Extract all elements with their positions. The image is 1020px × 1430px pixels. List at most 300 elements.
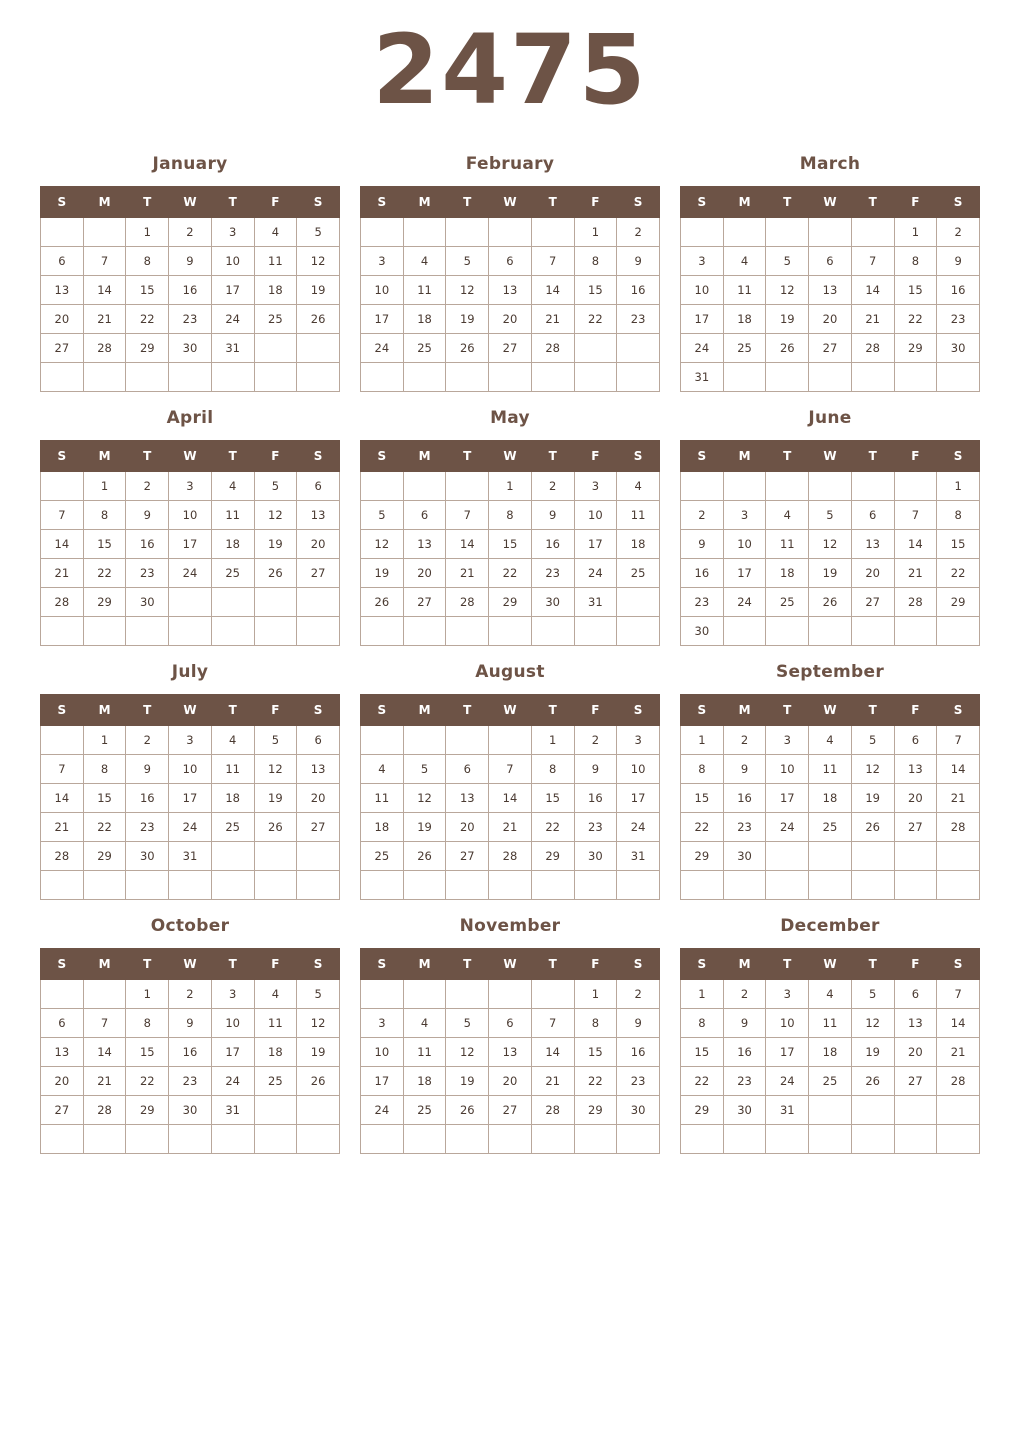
day-cell[interactable]: 15 xyxy=(894,275,937,304)
day-cell[interactable]: 23 xyxy=(126,558,169,587)
day-cell[interactable]: 16 xyxy=(574,783,617,812)
day-cell[interactable]: 12 xyxy=(403,783,446,812)
day-cell[interactable]: 25 xyxy=(361,841,404,870)
day-cell[interactable]: 29 xyxy=(126,333,169,362)
day-cell[interactable]: 6 xyxy=(403,500,446,529)
day-cell[interactable]: 2 xyxy=(126,471,169,500)
day-cell[interactable]: 31 xyxy=(766,1095,809,1124)
day-cell[interactable]: 5 xyxy=(851,979,894,1008)
day-cell[interactable]: 10 xyxy=(211,1008,254,1037)
day-cell[interactable]: 11 xyxy=(766,529,809,558)
day-cell[interactable]: 29 xyxy=(574,1095,617,1124)
day-cell[interactable]: 17 xyxy=(361,304,404,333)
day-cell[interactable]: 24 xyxy=(211,1066,254,1095)
day-cell[interactable]: 6 xyxy=(809,246,852,275)
day-cell[interactable]: 29 xyxy=(489,587,532,616)
day-cell[interactable]: 8 xyxy=(681,754,724,783)
day-cell[interactable]: 19 xyxy=(851,783,894,812)
day-cell[interactable]: 16 xyxy=(531,529,574,558)
day-cell[interactable]: 11 xyxy=(361,783,404,812)
day-cell[interactable]: 8 xyxy=(126,1008,169,1037)
day-cell[interactable]: 19 xyxy=(297,1037,340,1066)
day-cell[interactable]: 8 xyxy=(937,500,980,529)
day-cell[interactable]: 4 xyxy=(211,471,254,500)
day-cell[interactable]: 4 xyxy=(403,1008,446,1037)
day-cell[interactable]: 17 xyxy=(361,1066,404,1095)
day-cell[interactable]: 13 xyxy=(851,529,894,558)
day-cell[interactable]: 8 xyxy=(574,1008,617,1037)
day-cell[interactable]: 3 xyxy=(766,725,809,754)
day-cell[interactable]: 27 xyxy=(41,1095,84,1124)
day-cell[interactable]: 25 xyxy=(809,812,852,841)
day-cell[interactable]: 17 xyxy=(681,304,724,333)
day-cell[interactable]: 17 xyxy=(169,783,212,812)
day-cell[interactable]: 14 xyxy=(851,275,894,304)
day-cell[interactable]: 6 xyxy=(297,725,340,754)
day-cell[interactable]: 15 xyxy=(937,529,980,558)
day-cell[interactable]: 19 xyxy=(403,812,446,841)
day-cell[interactable]: 12 xyxy=(297,246,340,275)
day-cell[interactable]: 22 xyxy=(83,558,126,587)
day-cell[interactable]: 5 xyxy=(403,754,446,783)
day-cell[interactable]: 15 xyxy=(489,529,532,558)
day-cell[interactable]: 21 xyxy=(531,1066,574,1095)
day-cell[interactable]: 14 xyxy=(937,1008,980,1037)
day-cell[interactable]: 19 xyxy=(809,558,852,587)
day-cell[interactable]: 26 xyxy=(851,1066,894,1095)
day-cell[interactable]: 3 xyxy=(211,217,254,246)
day-cell[interactable]: 23 xyxy=(617,1066,660,1095)
day-cell[interactable]: 21 xyxy=(531,304,574,333)
day-cell[interactable]: 12 xyxy=(809,529,852,558)
day-cell[interactable]: 11 xyxy=(254,1008,297,1037)
day-cell[interactable]: 28 xyxy=(41,587,84,616)
day-cell[interactable]: 2 xyxy=(126,725,169,754)
day-cell[interactable]: 21 xyxy=(489,812,532,841)
day-cell[interactable]: 3 xyxy=(617,725,660,754)
day-cell[interactable]: 13 xyxy=(894,1008,937,1037)
day-cell[interactable]: 5 xyxy=(851,725,894,754)
day-cell[interactable]: 13 xyxy=(297,754,340,783)
day-cell[interactable]: 20 xyxy=(489,1066,532,1095)
day-cell[interactable]: 11 xyxy=(723,275,766,304)
day-cell[interactable]: 31 xyxy=(617,841,660,870)
day-cell[interactable]: 12 xyxy=(297,1008,340,1037)
day-cell[interactable]: 1 xyxy=(83,471,126,500)
day-cell[interactable]: 10 xyxy=(766,754,809,783)
day-cell[interactable]: 11 xyxy=(617,500,660,529)
day-cell[interactable]: 10 xyxy=(574,500,617,529)
day-cell[interactable]: 14 xyxy=(446,529,489,558)
day-cell[interactable]: 28 xyxy=(531,333,574,362)
day-cell[interactable]: 17 xyxy=(211,1037,254,1066)
day-cell[interactable]: 2 xyxy=(937,217,980,246)
day-cell[interactable]: 28 xyxy=(851,333,894,362)
day-cell[interactable]: 20 xyxy=(446,812,489,841)
day-cell[interactable]: 12 xyxy=(851,1008,894,1037)
day-cell[interactable]: 28 xyxy=(937,812,980,841)
day-cell[interactable]: 2 xyxy=(531,471,574,500)
day-cell[interactable]: 12 xyxy=(766,275,809,304)
day-cell[interactable]: 4 xyxy=(361,754,404,783)
day-cell[interactable]: 10 xyxy=(617,754,660,783)
day-cell[interactable]: 22 xyxy=(937,558,980,587)
day-cell[interactable]: 16 xyxy=(617,1037,660,1066)
day-cell[interactable]: 5 xyxy=(297,217,340,246)
day-cell[interactable]: 21 xyxy=(41,558,84,587)
day-cell[interactable]: 4 xyxy=(723,246,766,275)
day-cell[interactable]: 6 xyxy=(851,500,894,529)
day-cell[interactable]: 28 xyxy=(531,1095,574,1124)
day-cell[interactable]: 13 xyxy=(41,275,84,304)
day-cell[interactable]: 26 xyxy=(403,841,446,870)
day-cell[interactable]: 14 xyxy=(83,1037,126,1066)
day-cell[interactable]: 15 xyxy=(83,783,126,812)
day-cell[interactable]: 4 xyxy=(617,471,660,500)
day-cell[interactable]: 14 xyxy=(41,783,84,812)
day-cell[interactable]: 15 xyxy=(83,529,126,558)
day-cell[interactable]: 9 xyxy=(126,754,169,783)
day-cell[interactable]: 21 xyxy=(937,783,980,812)
day-cell[interactable]: 12 xyxy=(851,754,894,783)
day-cell[interactable]: 31 xyxy=(169,841,212,870)
day-cell[interactable]: 24 xyxy=(169,812,212,841)
day-cell[interactable]: 23 xyxy=(531,558,574,587)
day-cell[interactable]: 16 xyxy=(617,275,660,304)
day-cell[interactable]: 8 xyxy=(83,754,126,783)
day-cell[interactable]: 11 xyxy=(403,1037,446,1066)
day-cell[interactable]: 18 xyxy=(361,812,404,841)
day-cell[interactable]: 12 xyxy=(254,754,297,783)
day-cell[interactable]: 7 xyxy=(489,754,532,783)
day-cell[interactable]: 30 xyxy=(723,1095,766,1124)
day-cell[interactable]: 23 xyxy=(937,304,980,333)
day-cell[interactable]: 22 xyxy=(574,304,617,333)
day-cell[interactable]: 21 xyxy=(83,1066,126,1095)
day-cell[interactable]: 19 xyxy=(254,783,297,812)
day-cell[interactable]: 12 xyxy=(446,1037,489,1066)
day-cell[interactable]: 1 xyxy=(681,979,724,1008)
day-cell[interactable]: 30 xyxy=(169,333,212,362)
day-cell[interactable]: 24 xyxy=(766,812,809,841)
day-cell[interactable]: 25 xyxy=(403,1095,446,1124)
day-cell[interactable]: 5 xyxy=(446,1008,489,1037)
day-cell[interactable]: 24 xyxy=(766,1066,809,1095)
day-cell[interactable]: 13 xyxy=(41,1037,84,1066)
day-cell[interactable]: 7 xyxy=(937,725,980,754)
day-cell[interactable]: 25 xyxy=(723,333,766,362)
day-cell[interactable]: 10 xyxy=(766,1008,809,1037)
day-cell[interactable]: 14 xyxy=(531,1037,574,1066)
day-cell[interactable]: 25 xyxy=(254,304,297,333)
day-cell[interactable]: 23 xyxy=(169,1066,212,1095)
day-cell[interactable]: 16 xyxy=(937,275,980,304)
day-cell[interactable]: 21 xyxy=(894,558,937,587)
day-cell[interactable]: 9 xyxy=(723,1008,766,1037)
day-cell[interactable]: 24 xyxy=(169,558,212,587)
day-cell[interactable]: 2 xyxy=(723,725,766,754)
day-cell[interactable]: 27 xyxy=(809,333,852,362)
day-cell[interactable]: 27 xyxy=(297,812,340,841)
day-cell[interactable]: 3 xyxy=(169,725,212,754)
day-cell[interactable]: 8 xyxy=(574,246,617,275)
day-cell[interactable]: 7 xyxy=(83,1008,126,1037)
day-cell[interactable]: 10 xyxy=(169,754,212,783)
day-cell[interactable]: 15 xyxy=(681,783,724,812)
day-cell[interactable]: 5 xyxy=(297,979,340,1008)
day-cell[interactable]: 24 xyxy=(211,304,254,333)
day-cell[interactable]: 23 xyxy=(169,304,212,333)
day-cell[interactable]: 13 xyxy=(489,275,532,304)
day-cell[interactable]: 24 xyxy=(574,558,617,587)
day-cell[interactable]: 30 xyxy=(937,333,980,362)
day-cell[interactable]: 19 xyxy=(446,1066,489,1095)
day-cell[interactable]: 17 xyxy=(574,529,617,558)
day-cell[interactable]: 19 xyxy=(361,558,404,587)
day-cell[interactable]: 1 xyxy=(489,471,532,500)
day-cell[interactable]: 7 xyxy=(894,500,937,529)
day-cell[interactable]: 3 xyxy=(681,246,724,275)
day-cell[interactable]: 25 xyxy=(211,812,254,841)
day-cell[interactable]: 10 xyxy=(681,275,724,304)
day-cell[interactable]: 21 xyxy=(446,558,489,587)
day-cell[interactable]: 18 xyxy=(766,558,809,587)
day-cell[interactable]: 4 xyxy=(809,979,852,1008)
day-cell[interactable]: 1 xyxy=(83,725,126,754)
day-cell[interactable]: 1 xyxy=(937,471,980,500)
day-cell[interactable]: 15 xyxy=(126,275,169,304)
day-cell[interactable]: 1 xyxy=(894,217,937,246)
day-cell[interactable]: 27 xyxy=(446,841,489,870)
day-cell[interactable]: 17 xyxy=(723,558,766,587)
day-cell[interactable]: 5 xyxy=(254,471,297,500)
day-cell[interactable]: 16 xyxy=(169,275,212,304)
day-cell[interactable]: 5 xyxy=(446,246,489,275)
day-cell[interactable]: 29 xyxy=(83,587,126,616)
day-cell[interactable]: 16 xyxy=(723,1037,766,1066)
day-cell[interactable]: 10 xyxy=(723,529,766,558)
day-cell[interactable]: 19 xyxy=(851,1037,894,1066)
day-cell[interactable]: 23 xyxy=(617,304,660,333)
day-cell[interactable]: 23 xyxy=(574,812,617,841)
day-cell[interactable]: 2 xyxy=(169,979,212,1008)
day-cell[interactable]: 11 xyxy=(254,246,297,275)
day-cell[interactable]: 2 xyxy=(574,725,617,754)
day-cell[interactable]: 20 xyxy=(851,558,894,587)
day-cell[interactable]: 8 xyxy=(531,754,574,783)
day-cell[interactable]: 30 xyxy=(169,1095,212,1124)
day-cell[interactable]: 20 xyxy=(489,304,532,333)
day-cell[interactable]: 7 xyxy=(531,1008,574,1037)
day-cell[interactable]: 21 xyxy=(937,1037,980,1066)
day-cell[interactable]: 3 xyxy=(169,471,212,500)
day-cell[interactable]: 29 xyxy=(894,333,937,362)
day-cell[interactable]: 16 xyxy=(126,529,169,558)
day-cell[interactable]: 9 xyxy=(126,500,169,529)
day-cell[interactable]: 7 xyxy=(937,979,980,1008)
day-cell[interactable]: 27 xyxy=(41,333,84,362)
day-cell[interactable]: 14 xyxy=(83,275,126,304)
day-cell[interactable]: 18 xyxy=(723,304,766,333)
day-cell[interactable]: 31 xyxy=(681,362,724,391)
day-cell[interactable]: 28 xyxy=(489,841,532,870)
day-cell[interactable]: 6 xyxy=(41,246,84,275)
day-cell[interactable]: 28 xyxy=(83,333,126,362)
day-cell[interactable]: 3 xyxy=(574,471,617,500)
day-cell[interactable]: 24 xyxy=(723,587,766,616)
day-cell[interactable]: 18 xyxy=(617,529,660,558)
day-cell[interactable]: 29 xyxy=(83,841,126,870)
day-cell[interactable]: 17 xyxy=(617,783,660,812)
day-cell[interactable]: 28 xyxy=(937,1066,980,1095)
day-cell[interactable]: 25 xyxy=(766,587,809,616)
day-cell[interactable]: 14 xyxy=(41,529,84,558)
day-cell[interactable]: 20 xyxy=(894,1037,937,1066)
day-cell[interactable]: 12 xyxy=(254,500,297,529)
day-cell[interactable]: 9 xyxy=(574,754,617,783)
day-cell[interactable]: 10 xyxy=(169,500,212,529)
day-cell[interactable]: 22 xyxy=(126,304,169,333)
day-cell[interactable]: 30 xyxy=(126,587,169,616)
day-cell[interactable]: 17 xyxy=(169,529,212,558)
day-cell[interactable]: 30 xyxy=(126,841,169,870)
day-cell[interactable]: 19 xyxy=(766,304,809,333)
day-cell[interactable]: 6 xyxy=(41,1008,84,1037)
day-cell[interactable]: 14 xyxy=(531,275,574,304)
day-cell[interactable]: 14 xyxy=(894,529,937,558)
day-cell[interactable]: 20 xyxy=(41,304,84,333)
day-cell[interactable]: 26 xyxy=(446,1095,489,1124)
day-cell[interactable]: 11 xyxy=(211,500,254,529)
day-cell[interactable]: 1 xyxy=(681,725,724,754)
day-cell[interactable]: 9 xyxy=(937,246,980,275)
day-cell[interactable]: 18 xyxy=(809,783,852,812)
day-cell[interactable]: 9 xyxy=(169,246,212,275)
day-cell[interactable]: 23 xyxy=(723,1066,766,1095)
day-cell[interactable]: 23 xyxy=(723,812,766,841)
day-cell[interactable]: 8 xyxy=(126,246,169,275)
day-cell[interactable]: 2 xyxy=(681,500,724,529)
day-cell[interactable]: 4 xyxy=(254,217,297,246)
day-cell[interactable]: 19 xyxy=(297,275,340,304)
day-cell[interactable]: 9 xyxy=(681,529,724,558)
day-cell[interactable]: 11 xyxy=(403,275,446,304)
day-cell[interactable]: 27 xyxy=(489,1095,532,1124)
day-cell[interactable]: 22 xyxy=(489,558,532,587)
day-cell[interactable]: 18 xyxy=(211,783,254,812)
day-cell[interactable]: 2 xyxy=(617,217,660,246)
day-cell[interactable]: 13 xyxy=(894,754,937,783)
day-cell[interactable]: 3 xyxy=(361,246,404,275)
day-cell[interactable]: 16 xyxy=(723,783,766,812)
day-cell[interactable]: 29 xyxy=(126,1095,169,1124)
day-cell[interactable]: 17 xyxy=(211,275,254,304)
day-cell[interactable]: 1 xyxy=(531,725,574,754)
day-cell[interactable]: 7 xyxy=(531,246,574,275)
day-cell[interactable]: 8 xyxy=(894,246,937,275)
day-cell[interactable]: 20 xyxy=(894,783,937,812)
day-cell[interactable]: 11 xyxy=(809,1008,852,1037)
day-cell[interactable]: 13 xyxy=(403,529,446,558)
day-cell[interactable]: 11 xyxy=(809,754,852,783)
day-cell[interactable]: 6 xyxy=(894,979,937,1008)
day-cell[interactable]: 29 xyxy=(681,841,724,870)
day-cell[interactable]: 19 xyxy=(254,529,297,558)
day-cell[interactable]: 6 xyxy=(489,246,532,275)
day-cell[interactable]: 4 xyxy=(766,500,809,529)
day-cell[interactable]: 26 xyxy=(809,587,852,616)
day-cell[interactable]: 26 xyxy=(297,1066,340,1095)
day-cell[interactable]: 1 xyxy=(574,979,617,1008)
day-cell[interactable]: 24 xyxy=(361,1095,404,1124)
day-cell[interactable]: 7 xyxy=(41,500,84,529)
day-cell[interactable]: 8 xyxy=(489,500,532,529)
day-cell[interactable]: 29 xyxy=(937,587,980,616)
day-cell[interactable]: 27 xyxy=(894,1066,937,1095)
day-cell[interactable]: 3 xyxy=(723,500,766,529)
day-cell[interactable]: 17 xyxy=(766,783,809,812)
day-cell[interactable]: 2 xyxy=(617,979,660,1008)
day-cell[interactable]: 9 xyxy=(723,754,766,783)
day-cell[interactable]: 31 xyxy=(211,1095,254,1124)
day-cell[interactable]: 8 xyxy=(681,1008,724,1037)
day-cell[interactable]: 5 xyxy=(766,246,809,275)
day-cell[interactable]: 25 xyxy=(617,558,660,587)
day-cell[interactable]: 26 xyxy=(766,333,809,362)
day-cell[interactable]: 1 xyxy=(126,979,169,1008)
day-cell[interactable]: 27 xyxy=(851,587,894,616)
day-cell[interactable]: 15 xyxy=(531,783,574,812)
day-cell[interactable]: 26 xyxy=(361,587,404,616)
day-cell[interactable]: 20 xyxy=(403,558,446,587)
day-cell[interactable]: 30 xyxy=(723,841,766,870)
day-cell[interactable]: 16 xyxy=(169,1037,212,1066)
day-cell[interactable]: 9 xyxy=(531,500,574,529)
day-cell[interactable]: 22 xyxy=(531,812,574,841)
day-cell[interactable]: 3 xyxy=(766,979,809,1008)
day-cell[interactable]: 26 xyxy=(446,333,489,362)
day-cell[interactable]: 6 xyxy=(489,1008,532,1037)
day-cell[interactable]: 29 xyxy=(531,841,574,870)
day-cell[interactable]: 9 xyxy=(169,1008,212,1037)
day-cell[interactable]: 15 xyxy=(574,275,617,304)
day-cell[interactable]: 23 xyxy=(126,812,169,841)
day-cell[interactable]: 27 xyxy=(297,558,340,587)
day-cell[interactable]: 27 xyxy=(403,587,446,616)
day-cell[interactable]: 1 xyxy=(574,217,617,246)
day-cell[interactable]: 10 xyxy=(361,1037,404,1066)
day-cell[interactable]: 21 xyxy=(851,304,894,333)
day-cell[interactable]: 26 xyxy=(851,812,894,841)
day-cell[interactable]: 25 xyxy=(809,1066,852,1095)
day-cell[interactable]: 5 xyxy=(361,500,404,529)
day-cell[interactable]: 18 xyxy=(809,1037,852,1066)
day-cell[interactable]: 10 xyxy=(211,246,254,275)
day-cell[interactable]: 26 xyxy=(254,812,297,841)
day-cell[interactable]: 3 xyxy=(211,979,254,1008)
day-cell[interactable]: 13 xyxy=(489,1037,532,1066)
day-cell[interactable]: 6 xyxy=(297,471,340,500)
day-cell[interactable]: 18 xyxy=(403,1066,446,1095)
day-cell[interactable]: 21 xyxy=(41,812,84,841)
day-cell[interactable]: 30 xyxy=(531,587,574,616)
day-cell[interactable]: 10 xyxy=(361,275,404,304)
day-cell[interactable]: 11 xyxy=(211,754,254,783)
day-cell[interactable]: 7 xyxy=(41,754,84,783)
day-cell[interactable]: 6 xyxy=(446,754,489,783)
day-cell[interactable]: 6 xyxy=(894,725,937,754)
day-cell[interactable]: 7 xyxy=(851,246,894,275)
